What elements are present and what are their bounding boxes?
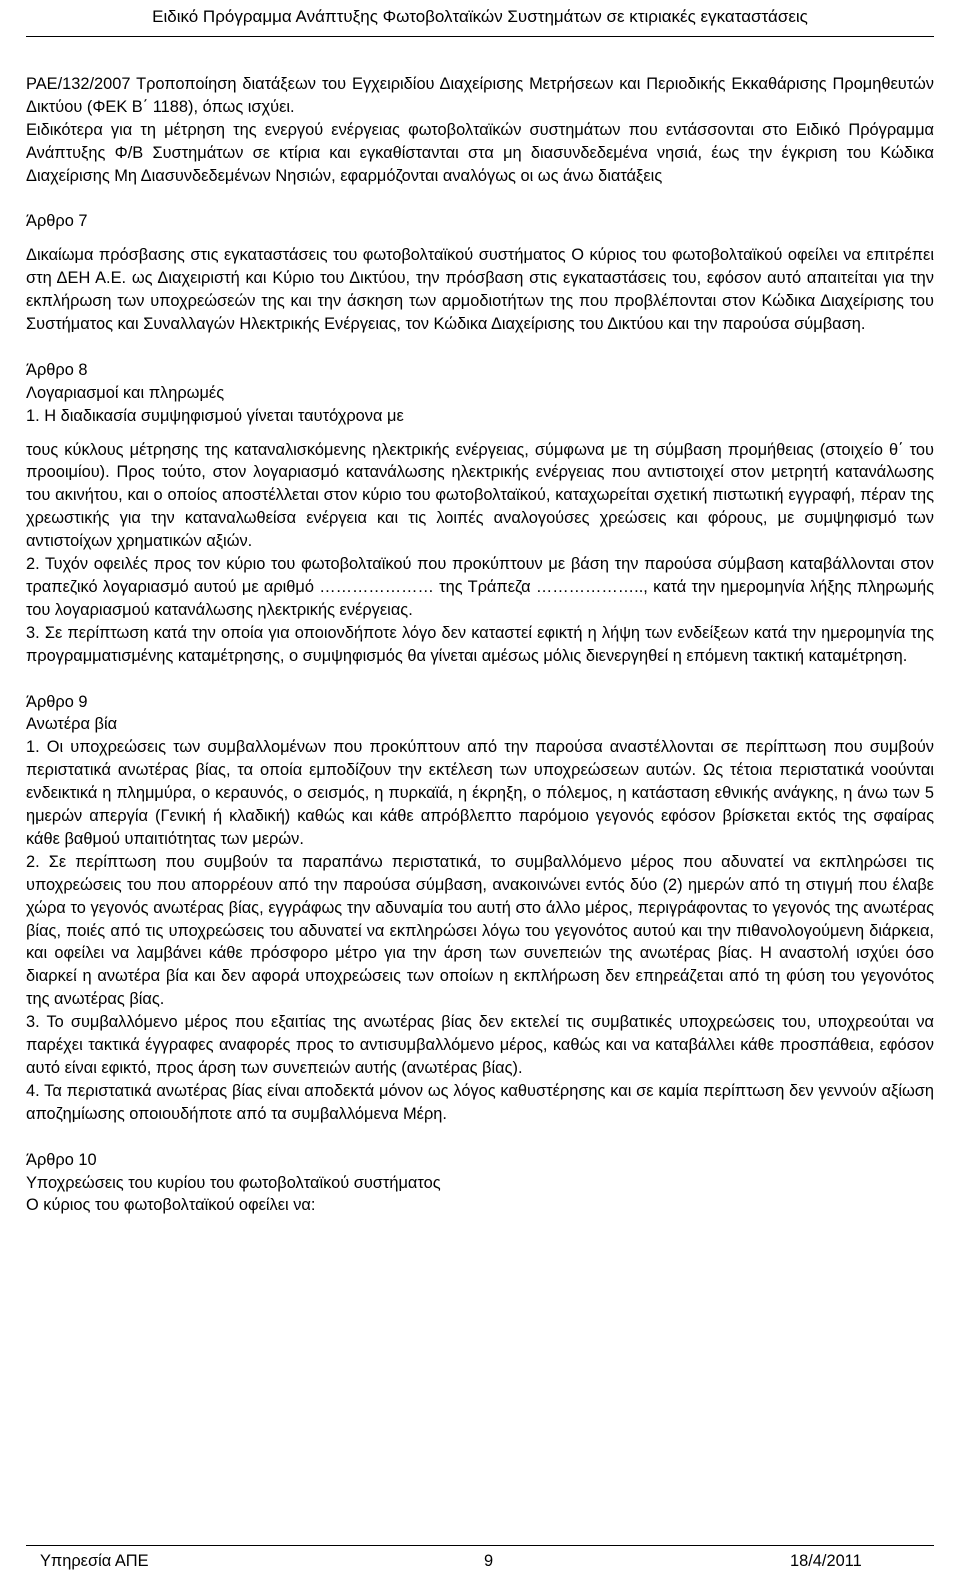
page-header (0, 0, 960, 34)
article-8-heading: Άρθρο 8 (26, 360, 88, 379)
article-9-paragraph-3: 3. Το συμβαλλόμενο μέρος που εξαιτίας της ανωτέρας βίας δεν εκτελεί τις συμβατικές υποχρεώσεις του, υποχρεούται να παρέχει τακτικά έγγραφες αναφορές προς το αντισυμβαλλόμενο μέρος, καθώς και να καταβάλλει κάθε προσπάθεια, εφόσον αυτό είναι εφικτό, προς άρση των συνεπειών αυτής (ανωτέρας βίας). (26, 1013, 934, 1078)
intro-paragraph-2: Ειδικότερα για τη μέτρηση της ενεργού ενέργειας φωτοβολταϊκών συστημάτων που εντάσσονται στο Ειδικό Πρόγραμμα Ανάπτυξης Φ/Β Συστημάτων σε κτίρια και εγκαθίστανται στα μη διασυνδεδεμένα νησιά, έως την έγκριση του Κώδικα Διαχείρισης Μη Διασυνδεδεμένων Νησιών, εφαρμόζονται αναλόγως οι ως άνω διατάξεις (26, 120, 934, 185)
page-footer (0, 1548, 960, 1574)
article-9-title: Ανωτέρα βία (26, 715, 118, 734)
document-body (26, 73, 934, 1217)
header-divider (26, 36, 934, 37)
article-8-paragraph-3: 3. Σε περίπτωση κατά την οποία για οποιονδήποτε λόγο δεν καταστεί εφικτή η λήψη των ενδείξεων κατά την ημερομηνία της προγραμματισμένης καταμέτρησης, ο συμψηφισμός θα γίνεται αμέσως μόλις διενεργηθεί η επόμενη τακτική καταμέτρηση. (26, 623, 934, 665)
article-7-heading: Άρθρο 7 (26, 212, 88, 231)
footer-divider (26, 1545, 934, 1546)
intro-paragraph-1: ΡΑΕ/132/2007 Τροποποίηση διατάξεων του Εγχειριδίου Διαχείρισης Μετρήσεων και Περιοδικής Εκκαθάρισης Προμηθευτών Δικτύου (ΦΕΚ Β΄ 1188), όπως ισχύει. (26, 75, 934, 116)
article-8-paragraph-2: 2. Τυχόν οφειλές προς τον κύριο του φωτοβολταϊκού που προκύπτουν με βάση την παρούσα σύμβαση καταβάλλονται στον τραπεζικό λογαριασμό αυτού με αριθμό ………………… της Τράπεζα ……………….., κατά την ημερομηνία λήξης πληρωμής του λογαριασμού κατανάλωσης ηλεκτρικής ενέργειας. (26, 555, 934, 619)
footer-date: 18/4/2011 (790, 1552, 862, 1570)
article-9-paragraph-4: 4. Τα περιστατικά ανωτέρας βίας είναι αποδεκτά μόνον ως λόγος καθυστέρησης και σε καμία περίπτωση δεν γεννούν αξίωση αποζημίωσης οποιουδήποτε από τα συμβαλλόμενα Μέρη. (26, 1081, 934, 1123)
article-8-title: Λογαριασμοί και πληρωμές (26, 383, 225, 402)
article-8-paragraph-1b: τους κύκλους μέτρησης της καταναλισκόμενης ηλεκτρικής ενέργειας, σύμφωνα με τη σύμβαση προμήθειας (στοιχείο θ΄ του προοιμίου). Προς τούτο, στον λογαριασμό κατανάλωσης ηλεκτρικής ενέργειας που αντιστοιχεί στον μετρητή κατανάλωσης του ακινήτου, και ο οποίος αποστέλλεται στον κύριο του φωτοβολταϊκού, καταχωρείται σχετική πιστωτική εγγραφή, πέραν της χρεωστικής για την καταναλωθείσα ενέργεια και τις λοιπές αναλογούσες χρεώσεις και φόρους, με συμψηφισμό των αντιστοίχων χρηματικών αξιών. (26, 440, 934, 551)
header-title: Ειδικό Πρόγραμμα Ανάπτυξης Φωτοβολταϊκών Συστημάτων σε κτιριακές εγκαταστάσεις (152, 7, 808, 26)
article-9-heading: Άρθρο 9 (26, 692, 88, 711)
footer-page-number: 9 (484, 1552, 494, 1570)
article-8-paragraph-1a: 1. Η διαδικασία συμψηφισμού γίνεται ταυτόχρονα με (26, 406, 404, 425)
article-9-paragraph-2: 2. Σε περίπτωση που συμβούν τα παραπάνω περιστατικά, το συμβαλλόμενο μέρος που αδυνατεί να εκπληρώσει τις υποχρεώσεις του που απορρέουν από την παρούσα σύμβαση, ανακοινώνει εντός δύο (2) ημερών από τη στιγμή που έλαβε χώρα το γεγονός ανωτέρας βίας, εγγράφως την αδυναμία του αυτή στο άλλο μέρος, περιγράφοντας το γεγονός της ανωτέρας βίας, ποιές από τις υποχρεώσεις του αδυνατεί να εκπληρώσει λόγω του γεγονότος αυτού και την πιθανολογούμενη διάρκεια, και οφείλει να λαμβάνει κάθε πρόσφορο μέτρο για την άρση των συνεπειών της ανωτέρας βίας. Η αναστολή ισχύει όσο διαρκεί η ανωτέρα βία και δεν αφορά υποχρεώσεις των οποίων η εκπλήρωση δεν επηρεάζεται από τη φύση του γεγονότος της ανωτέρας βίας. (26, 852, 934, 1009)
article-7-text: Δικαίωμα πρόσβασης στις εγκαταστάσεις του φωτοβολταϊκού συστήματος Ο κύριος του φωτοβολταϊκού οφείλει να επιτρέπει στη ΔΕΗ Α.Ε. ως Διαχειριστή και Κύριο του Δικτύου, την πρόσβαση στις εγκαταστάσεις του, εφόσον αυτό απαιτείται για την εκπλήρωση των υποχρεώσεών της και την άσκηση των αρμοδιοτήτων της που προβλέπονται στον Κώδικα Διαχείρισης του Συστήματος και Συναλλαγών Ηλεκτρικής Ενέργειας, τον Κώδικα Διαχείρισης του Δικτύου και την παρούσα σύμβαση. (26, 246, 934, 334)
article-10-title: Υποχρεώσεις του κυρίου του φωτοβολταϊκού συστήματος (26, 1173, 441, 1192)
article-9-paragraph-1: 1. Οι υποχρεώσεις των συμβαλλομένων που προκύπτουν από την παρούσα αναστέλλονται σε περίπτωση που συμβούν περιστατικά ανωτέρας βίας, τα οποία εμποδίζουν την εκτέλεση των υποχρεώσεων αυτών. Ως τέτοια περιστατικά νοούνται ενδεικτικά η πλημμύρα, ο κεραυνός, ο σεισμός, η πυρκαϊά, η έκρηξη, ο πόλεμος, η κατάσταση εθνικής ανάγκης, η άνω των 5 ημερών απεργία (Γενική ή κλαδική) καθώς και κάθε απρόβλεπτο παρόμοιο γεγονός εφόσον βρίσκεται εκτός της σφαίρας κάθε βαθμού υπαιτιότητας των μερών. (26, 738, 934, 848)
article-10-heading: Άρθρο 10 (26, 1150, 97, 1169)
footer-service: Υπηρεσία ΑΠΕ (40, 1552, 149, 1570)
article-10-paragraph-1: Ο κύριος του φωτοβολταϊκού οφείλει να: (26, 1196, 316, 1215)
